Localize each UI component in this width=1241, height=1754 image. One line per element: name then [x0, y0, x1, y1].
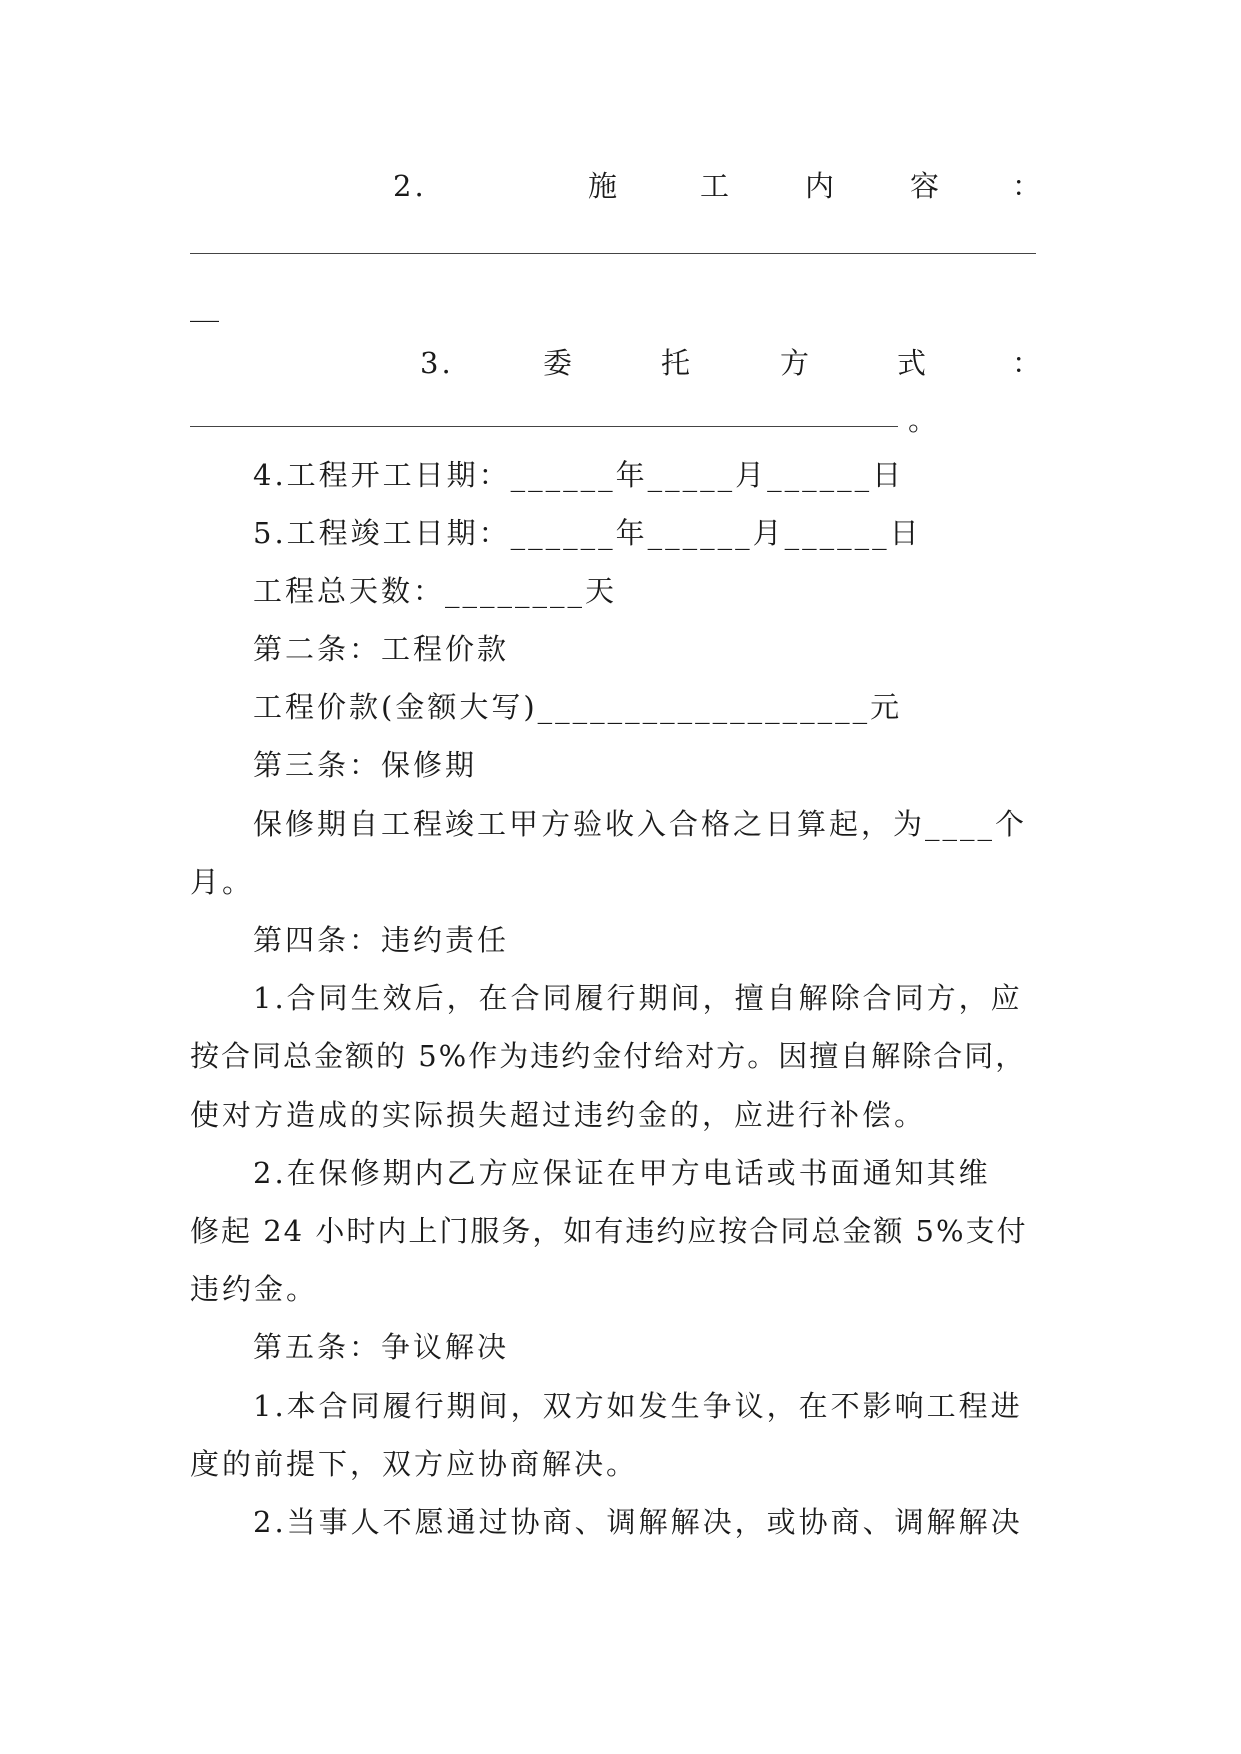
- warranty-line-1: 保修期自工程竣工甲方验收入合格之日算起，为____个: [253, 807, 1028, 841]
- item3-char-1: 委: [543, 346, 576, 380]
- completion-date-line: 5.工程竣工日期：______年______月______日: [253, 516, 922, 550]
- item3-colon: ：: [1012, 346, 1045, 380]
- article-4-heading: 第四条：违约责任: [253, 923, 510, 957]
- item3-blank-line: [190, 426, 898, 427]
- clause-4-1-line-1: 1.合同生效后，在合同履行期间，擅自解除合同方，应: [253, 981, 1023, 1015]
- item2-char-3: 内: [805, 169, 838, 203]
- article-5-heading: 第五条：争议解决: [253, 1330, 510, 1364]
- clause-4-1-line-3: 使对方造成的实际损失超过违约金的，应进行补偿。: [190, 1098, 927, 1132]
- item2-char-1: 施: [588, 169, 621, 203]
- price-line: 工程价款(金额大写)___________________元: [253, 690, 903, 724]
- clause-5-1-line-2: 度的前提下，双方应协商解决。: [190, 1447, 639, 1481]
- start-date-line: 4.工程开工日期：______年_____月______日: [253, 458, 905, 492]
- clause-4-2-line-3: 违约金。: [190, 1272, 319, 1306]
- clause-4-1-line-2: 按合同总金额的 5%作为违约金付给对方。因擅自解除合同，: [190, 1039, 1027, 1073]
- article-2-heading: 第二条：工程价款: [253, 632, 510, 666]
- clause-4-2-line-2: 修起 24 小时内上门服务，如有违约应按合同总金额 5%支付: [190, 1214, 1028, 1248]
- clause-5-1-line-1: 1.本合同履行期间，双方如发生争议，在不影响工程进: [253, 1389, 1023, 1423]
- item3-number: 3.: [420, 346, 454, 380]
- item2-char-2: 工: [700, 169, 733, 203]
- clause-5-2-line-1: 2.当事人不愿通过协商、调解解决，或协商、调解解决: [253, 1505, 1023, 1539]
- warranty-line-2: 月。: [190, 865, 255, 899]
- total-days-line: 工程总天数：________天: [253, 574, 618, 608]
- item3-end: 。: [908, 403, 941, 437]
- item3-char-4: 式: [897, 346, 930, 380]
- item2-colon: ：: [1012, 169, 1045, 203]
- article-3-heading: 第三条：保修期: [253, 748, 478, 782]
- item2-char-4: 容: [910, 169, 943, 203]
- clause-4-2-line-1: 2.在保修期内乙方应保证在甲方电话或书面通知其维: [253, 1156, 991, 1190]
- item2-blank-line: [190, 253, 1036, 254]
- item3-char-2: 托: [661, 346, 694, 380]
- item2-number: 2.: [393, 169, 427, 203]
- item3-char-3: 方: [780, 346, 813, 380]
- item2-blank-tail: __: [190, 288, 219, 322]
